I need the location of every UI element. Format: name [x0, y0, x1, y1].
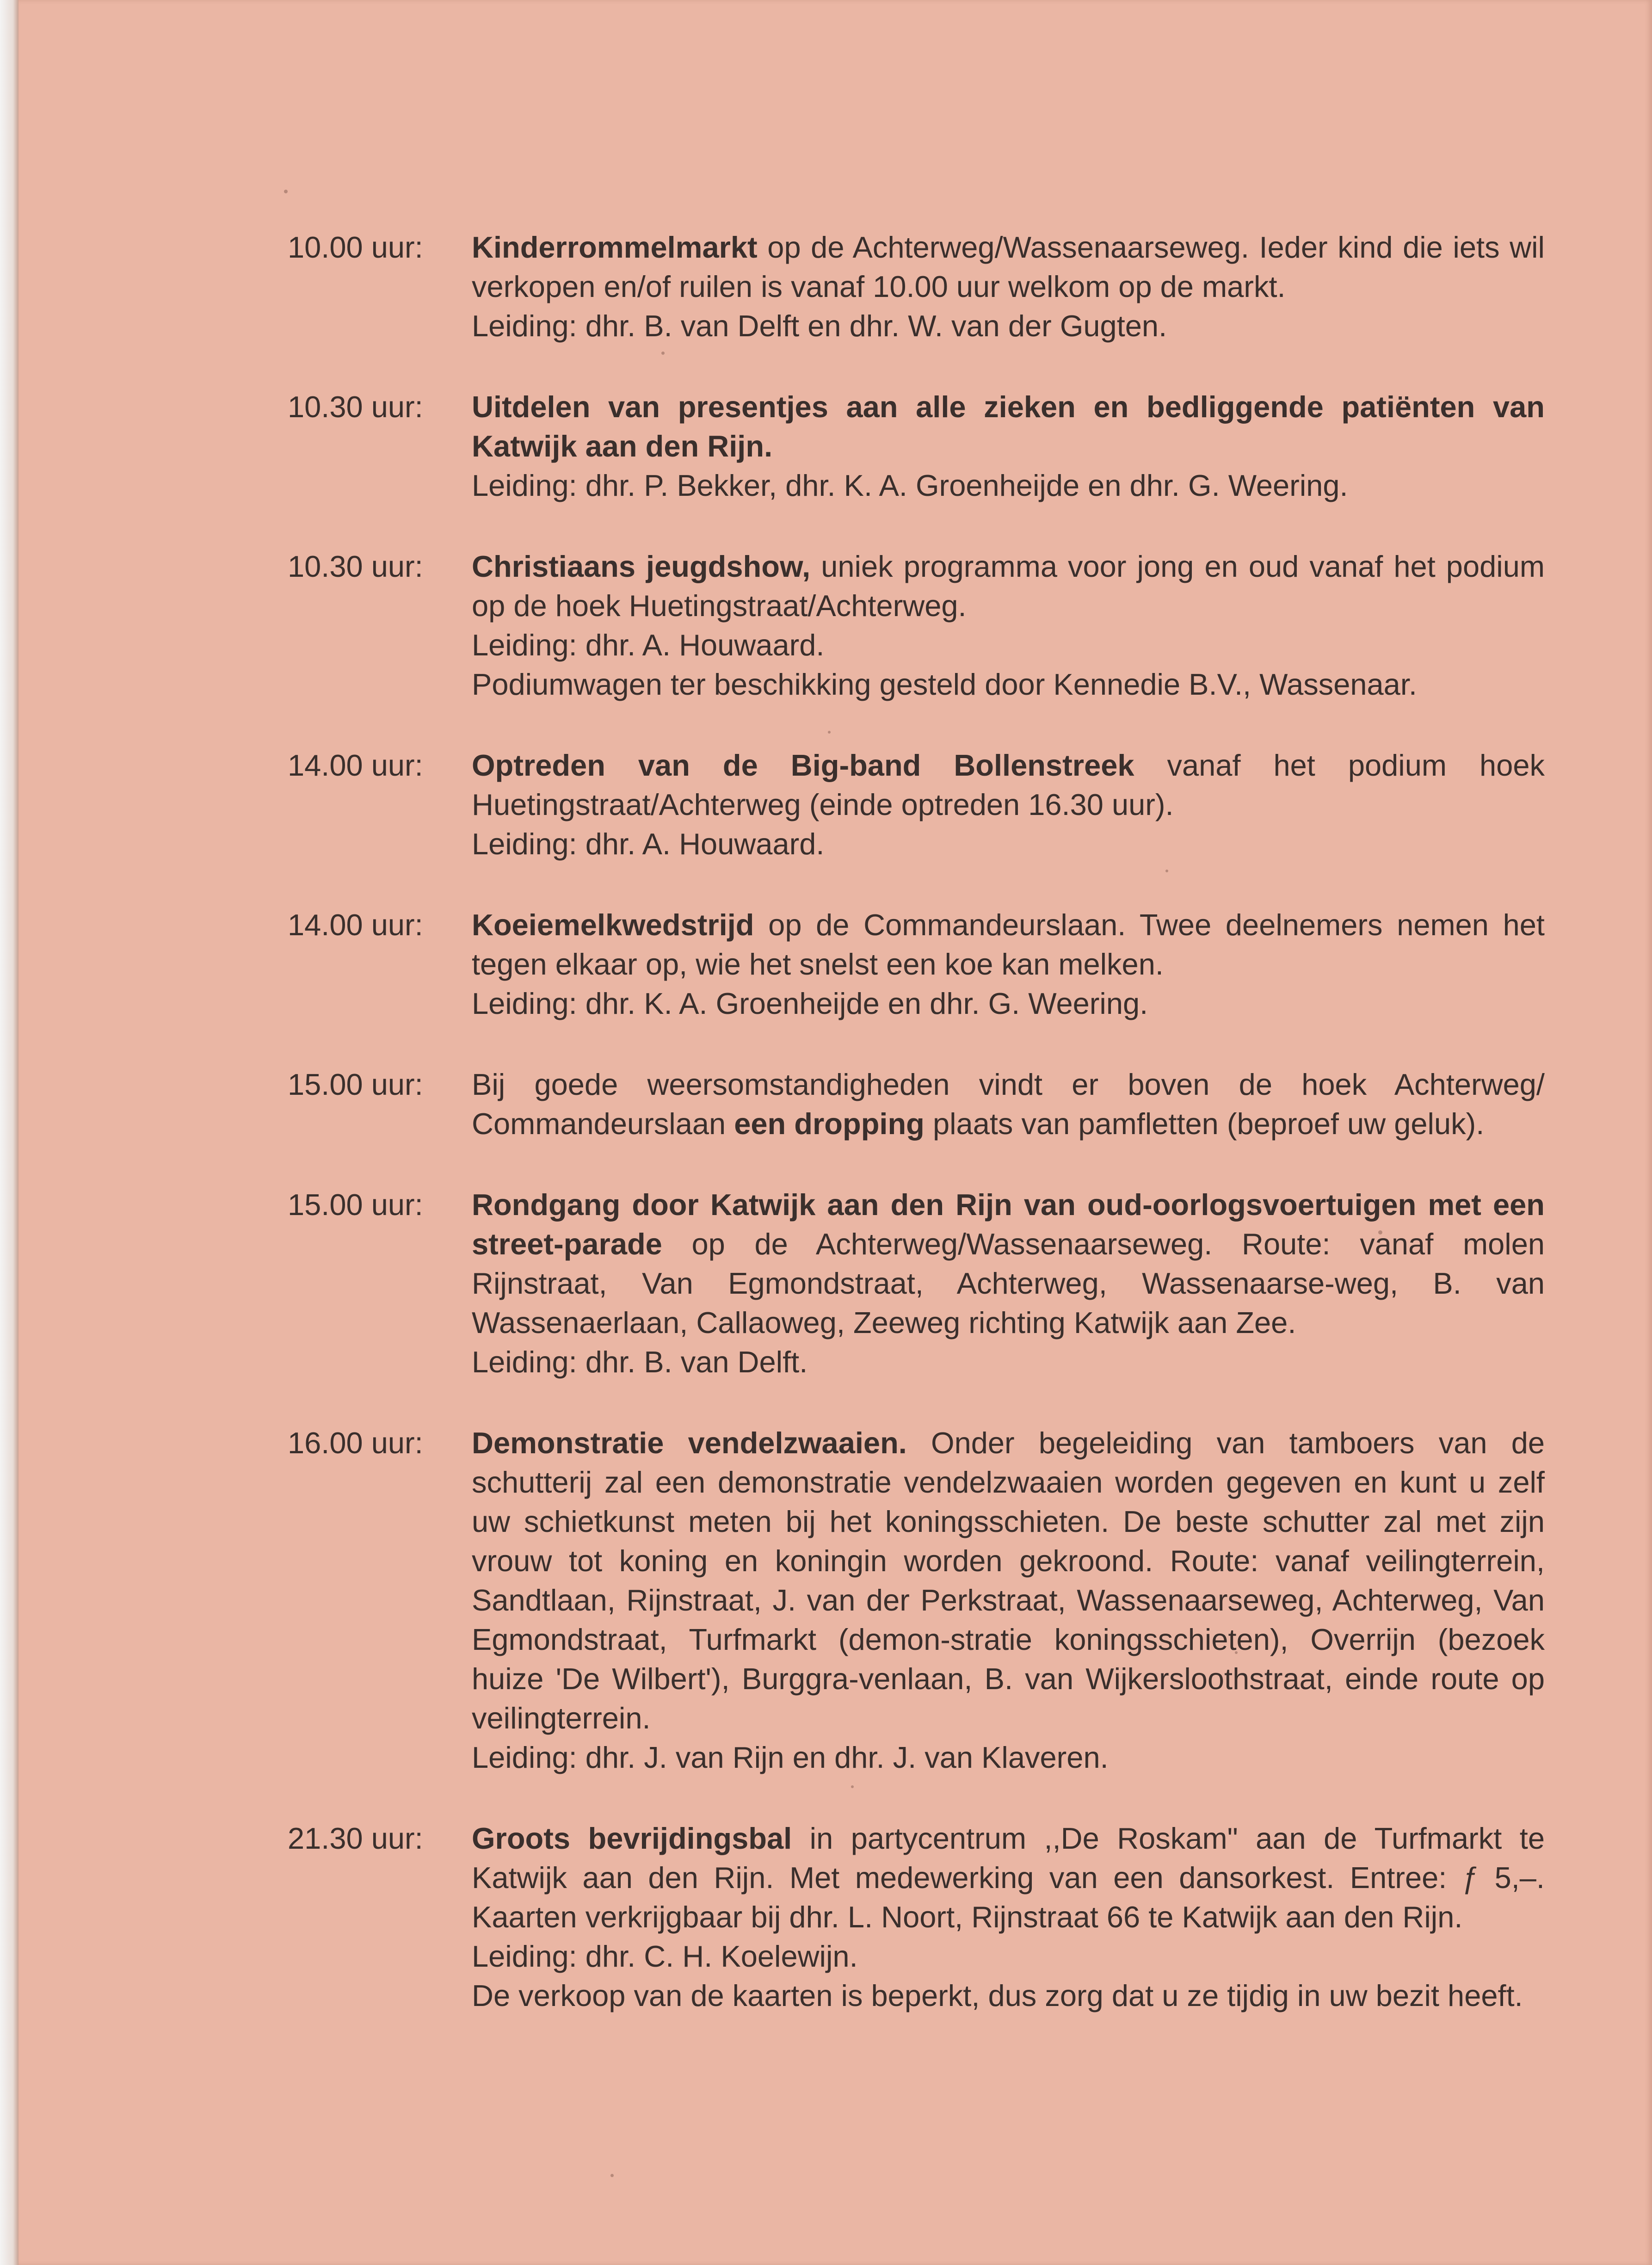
entry-text: plaats van pamfletten (beproef uw geluk). [924, 1107, 1485, 1141]
entry-text: in partycentrum ,,De Roskam" aan de Turfmarkt te Katwijk aan den Rijn. Met medewerking van een dansorkest. Entree: ƒ 5,–. Kaarten verkrijgbaar bij dhr. L. Noort, Rijnstraat 66 te Katwijk aan den Rijn. [472, 1821, 1545, 1934]
entry-title: Rondgang door Katwijk aan den Rijn van oud-oorlogsvoertuigen met een street-parade [472, 1188, 1545, 1261]
entry-description [472, 228, 1545, 346]
entry-time: 15.00 uur: [288, 1188, 423, 1222]
schedule-entry [288, 905, 1545, 1023]
schedule-entry [288, 1065, 1545, 1143]
entry-text: op de Achterweg/Wassenaarseweg. Ieder kind die iets wil verkopen en/of ruilen is vanaf 10.00 uur welkom op de markt. [472, 230, 1545, 303]
entry-text: Onder begeleiding van tamboers van de schutterij zal een demonstratie vendelzwaaien worden gegeven en kunt u zelf uw schietkunst meten bij het koningsschieten. De beste schutter zal met zijn vrouw tot koning en koningin worden gekroond. Route: vanaf veilingterrein, Sandtlaan, Rijnstraat, J. van der Perkstraat, Wassenaarseweg, Achterweg, Van Egmondstraat, Turfmarkt (demon-stratie koningsschieten), Overrijn (bezoek huize 'De Wilbert'), Burggra-venlaan, B. van Wijkersloothstraat, einde route op veilingterrein. [472, 1426, 1545, 1735]
entry-time: 14.00 uur: [288, 748, 423, 782]
entry-description [472, 1423, 1545, 1777]
entry-leiding: Leiding: dhr. A. Houwaard. [472, 827, 825, 861]
entry-leiding: Leiding: dhr. K. A. Groenheijde en dhr. G. Weering. [472, 987, 1148, 1020]
paper-speck [610, 2174, 614, 2177]
entry-title: Groots bevrijdingsbal [472, 1821, 792, 1855]
entry-description [472, 387, 1545, 505]
entry-time: 14.00 uur: [288, 908, 423, 942]
schedule-entry [288, 1185, 1545, 1382]
entry-note: Podiumwagen ter beschikking gesteld door Kennedie B.V., Wassenaar. [472, 667, 1417, 701]
schedule-entry [288, 1819, 1545, 2015]
entry-text: op de Achterweg/Wassenaarseweg. Route: vanaf molen Rijnstraat, Van Egmondstraat, Achterweg, Wassenaarse-weg, B. van Wassenaerlaan, Callaoweg, Zeeweg richting Katwijk aan Zee. [472, 1227, 1545, 1339]
entry-note: De verkoop van de kaarten is beperkt, dus zorg dat u ze tijdig in uw bezit heeft. [472, 1979, 1523, 2012]
entry-description [472, 1065, 1545, 1143]
entry-leiding: Leiding: dhr. J. van Rijn en dhr. J. van Klaveren. [472, 1740, 1109, 1774]
schedule-entry [288, 1423, 1545, 1777]
entry-time: 16.00 uur: [288, 1426, 423, 1460]
entry-text: op de Commandeurslaan. Twee deelnemers nemen het tegen elkaar op, wie het snelst een koe kan melken. [472, 908, 1545, 981]
entry-time: 10.00 uur: [288, 230, 423, 264]
entry-leiding: Leiding: dhr. P. Bekker, dhr. K. A. Groenheijde en dhr. G. Weering. [472, 469, 1348, 502]
entry-title: Demonstratie vendelzwaaien. [472, 1426, 907, 1460]
paper-speck [284, 190, 288, 193]
schedule-entry [288, 746, 1545, 864]
entry-time: 10.30 uur: [288, 549, 423, 583]
entry-description [472, 547, 1545, 704]
entry-title: Christiaans jeugdshow, [472, 549, 811, 583]
entry-leiding: Leiding: dhr. B. van Delft en dhr. W. van der Gugten. [472, 309, 1167, 343]
entry-text: uniek programma voor jong en oud vanaf het podium op de hoek Huetingstraat/Achterweg. [472, 549, 1545, 623]
entry-time: 21.30 uur: [288, 1821, 423, 1855]
entry-leiding: Leiding: dhr. A. Houwaard. [472, 628, 825, 662]
entry-title: een dropping [734, 1107, 925, 1141]
schedule-entry [288, 387, 1545, 505]
entry-leiding: Leiding: dhr. B. van Delft. [472, 1345, 808, 1379]
program-schedule [288, 228, 1545, 2057]
entry-text: vanaf het podium hoek Huetingstraat/Achterweg (einde optreden 16.30 uur). [472, 748, 1545, 821]
entry-text-before: Bij goede weersomstandigheden vindt er boven de hoek Achterweg/ Commandeurslaan [472, 1068, 1545, 1141]
entry-title: Optreden van de Big-band Bollenstreek [472, 748, 1134, 782]
entry-leiding: Leiding: dhr. C. H. Koelewijn. [472, 1939, 858, 1973]
entry-time: 15.00 uur: [288, 1068, 423, 1101]
entry-description [472, 905, 1545, 1023]
schedule-entry [288, 547, 1545, 704]
entry-description [472, 1185, 1545, 1382]
entry-title: Kinderrommelmarkt [472, 230, 758, 264]
entry-title: Uitdelen van presentjes aan alle zieken en bedliggende patiënten van Katwijk aan den Rijn. [472, 390, 1545, 463]
entry-time: 10.30 uur: [288, 390, 423, 424]
entry-description [472, 746, 1545, 864]
entry-description [472, 1819, 1545, 2015]
page-edge-shadow [0, 0, 18, 2265]
schedule-entry [288, 228, 1545, 346]
entry-title: Koeiemelkwedstrijd [472, 908, 754, 942]
